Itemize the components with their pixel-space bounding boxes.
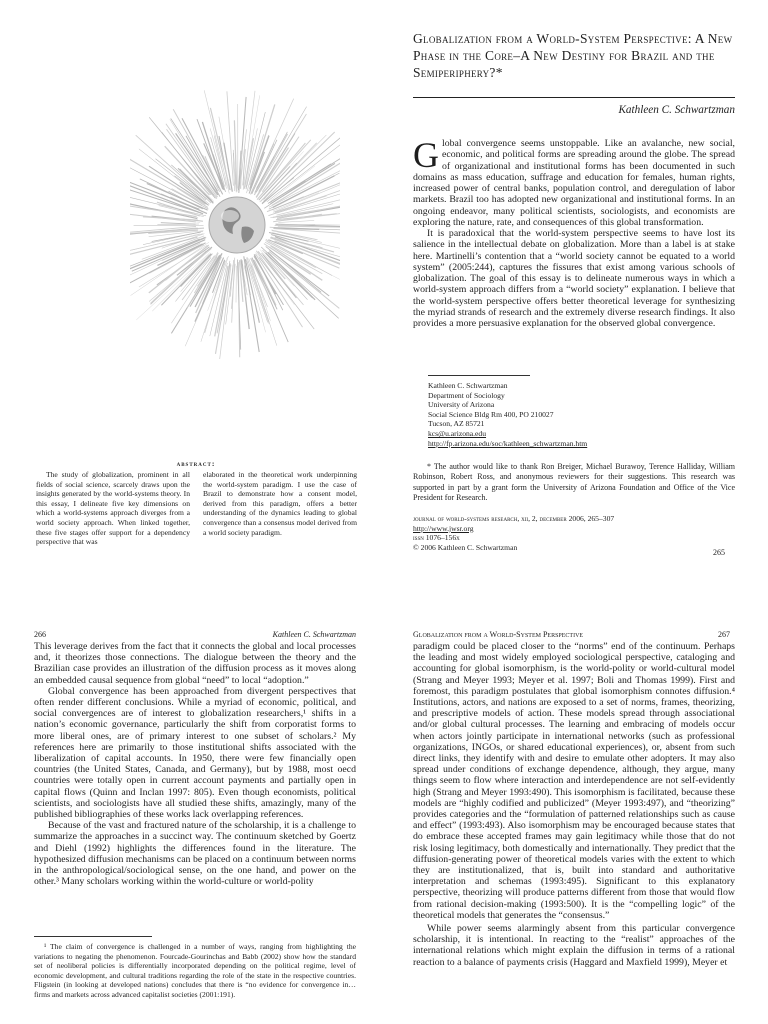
globe-sunburst-illustration: [130, 85, 340, 375]
page-267-body: [413, 641, 735, 968]
drop-cap: G: [413, 135, 439, 175]
globe-highlight: [221, 210, 239, 222]
page-number-265: 265: [713, 548, 725, 557]
article-title: Globalization from a World-System Perspective: A New Phase in the Core–A New Destiny for Brazil and the Semiperiphery?*: [413, 31, 733, 81]
p266-paragraph-3: Because of the vast and fractured nature of the scholarship, it is a challenge to summarize the approaches in a succinct way. The continuum sketched by Goertz and Diehl (1992) highlights the differences found in the literature. The hypothesized diffusion mechanisms can be placed on a continuum between norms in the anthropological/sociological sense, on the one hand, and power on the other.³ Many scholars working within the world-culture or world-polity: [34, 820, 356, 888]
p267-paragraph-2: While power seems alarmingly absent from this particular convergence scholarship, it is intentional. In reacting to the “realist” approaches of the international relations which might explain the diffusion in terms of a rational reaction to a balance of payments crisis (Haggard and Maxfield 1999), Meyer et: [413, 923, 735, 968]
sunburst-ray: [130, 184, 203, 214]
journal-info: [413, 514, 735, 552]
sunburst-ray: [195, 253, 222, 307]
sunburst-ray: [204, 90, 229, 193]
journal-citation: journal of world-systems research, xii, 2, december 2006, 265–307: [413, 514, 615, 523]
address-divider: [428, 375, 530, 376]
sunburst-ray: [227, 91, 234, 185]
page-number-266: 266: [34, 630, 46, 639]
address-univ: University of Arizona: [428, 400, 495, 410]
journal-issn: issn 1076–156x: [413, 533, 460, 543]
sunburst-ray: [136, 252, 210, 320]
author-homepage-link[interactable]: http://fp.arizona.edu/soc/kathleen_schwartzman.htm: [428, 438, 588, 448]
address-name: Kathleen C. Schwartzman: [428, 381, 508, 390]
abstract-heading: abstract:: [176, 459, 216, 468]
sunburst-ray: [132, 234, 200, 250]
sunburst-ray: [254, 260, 276, 305]
address-bldg: Social Science Bldg Rm 400, PO 210027: [428, 409, 554, 419]
page-266-body: [34, 641, 356, 887]
sunburst-ray: [253, 260, 277, 310]
sunburst-ray: [166, 124, 217, 198]
footnote-divider: [34, 936, 152, 937]
author-name: Kathleen C. Schwartzman: [618, 104, 735, 116]
author-address: [428, 381, 728, 448]
title-divider: [413, 97, 735, 98]
p267-paragraph-1: paradigm could be placed closer to the “norms” end of the continuum. Perhaps the leading and most widely employed sociological perspective, cataloging and accounting for global isomorphism, is the world-polity or world-cultural model (Strang and Meyer 1993; Meyer et al. 1997; Boli and Thomas 1999). First and foremost, this paradigm postulates that global isomorphism connotes diffusion.⁴ Institutions, actors, and nations are exposed to a set of norms, frames, theorizing, and prescriptive models of action. These models spread through associational and/or global cultural processes. The learning and embracing of models occur when actors jointly participate in international networks (such as professional organizations, INGOs, or shared educational experiences), or, absent from such direct links, they identify with and desire to emulate other adopters. It may also spread under conditions of exchange dependence, although, they argue, many things seem to flow where interaction and interdependence are not self-evidently high (Strang and Meyer 1993:490). This isomorphism is facilitated, because these models are “highly codified and publicized” (Meyer 1993:497), and “theorizing” provides categories and the “formulation of patterned relationships such as cause and effect” (1993:493). Also isomorphism may be encouraged because states that do embrace these accepted frames may gain legitimacy while those that do not risk losing legitimacy, both domestically and internationally. They predict that the diffusion-generating power of theoretical models varies with the extent to which they are institutionalized, that is, built into standard and authoritative interpretation and schemas (1993:495). Significant to this explanatory perspective, theorizing will produce patterns different from those that would flow from rational decision-making (1993:500). It is the “compelling logic” of the theoretical models that generates the “consensus.”: [413, 641, 735, 921]
article-intro: [413, 135, 735, 329]
address-dept: Department of Sociology: [428, 390, 505, 400]
sunburst-ray: [215, 266, 228, 337]
abstract-right-column: elaborated in the theoretical work underpinning the world-system paradigm. I use the case of Brazil to demonstrate how a consent model, derived from this paradigm, offers a better understanding of the dynamics leading to global convergence than a consensus model derived from a world society paradigm.: [203, 470, 357, 537]
running-head-266: Kathleen C. Schwartzman: [272, 630, 356, 639]
address-city: Tucson, AZ 85721: [428, 419, 485, 429]
p266-paragraph-1: This leverage derives from the fact that it connects the global and local processes and, it theorizes those connections. The dialogue between the theory and the Brazilian case provides an illustration of the diffusion process as it moves along an embedded causal sequence from global “need” to local “adoption.”: [34, 641, 356, 686]
sunburst-ray: [173, 109, 219, 192]
abstract-left-column: The study of globalization, prominent in all fields of social science, scarcely draws upon the insights generated by the world-systems theory. In this essay, I delineate five key dimensions on which a world-systems approach diverges from a world society approach. When linked together, these five stages offer support for a dependency perspective that was: [36, 470, 190, 547]
journal-url-link[interactable]: http://www.jwsr.org: [413, 523, 474, 533]
sunburst-ray: [251, 265, 277, 346]
running-head-267: Globalization from a World-System Perspective: [413, 630, 584, 639]
page-number-267: 267: [718, 630, 730, 639]
globe-icon: [209, 197, 265, 253]
intro-paragraph-2: It is paradoxical that the world-system perspective seems to have lost its salience in the intellectual debate on globalization. More than a label is at stake here. Martinelli’s contention that a “world society cannot be equated to a world system” (2005:244), captures the fissures that exist among various schools of globalization. The goal of this essay is to delineate numerous ways in which a world-system approach differs from a “world society” explanation. I believe that the world-system perspective offers better theoretical leverage for synthesizing the myriad strands of research and the extremely diverse research findings. It also provides a more persuasive explanation for the observed global convergence.: [413, 228, 735, 329]
p266-paragraph-2: Global convergence has been approached from divergent perspectives that often render different conclusions. While a myriad of economic, political, and social convergences are of interest to globalization researchers,¹ shifts in a nation’s economic governance, particularly the shift from corporatist forms to more liberal ones, are of primary interest to one subset of scholars.² My references here are primarily to those institutional shifts associated with the liberalization of capital accounts. In 1950, there were few financially open countries (the United States, Canada, and Germany), but by 1988, most oecd countries were totally open in current account payments and partially open in capital flows (Quinn and Inclan 1997: 805). Even though economists, political scientists, and sociologists have all studied these shifts, amazingly, many of the published bibliographies of these works lack overlapping references.: [34, 685, 356, 821]
footnote-1: ¹ The claim of convergence is challenged in a number of ways, ranging from highlighting the variations to negating the phenomenon. Fourcade-Gourinchas and Babb (2002) show how the standard set of neoliberal policies is differentially incorporated depending on the political regime, level of economic development, and cultural traditions regarding the role of the state in the respective countries. Fligstein (in looking at developed nations) concludes that there is “no evidence for convergence in…firms and markets across advanced capitalist societies (2001:191).: [34, 942, 356, 999]
author-email-link[interactable]: kcs@u.arizona.edu: [428, 428, 487, 438]
acknowledgement-note: * The author would like to thank Ron Breiger, Michael Burawoy, Terence Halliday, William Robinson, Robert Ross, and anonymous reviewers for their suggestions. This research was supported in part by a grant form the University of Arizona Foundation and Office of the Vice President for Research.: [413, 462, 735, 503]
journal-copyright: © 2006 Kathleen C. Schwartzman: [413, 542, 518, 552]
intro-paragraph-1-text: lobal convergence seems unstoppable. Like an avalanche, new social, economic, and political forms are spreading around the globe. The spread of organizational and institutional forms has been documented in such domains as mass education, suffrage and education for females, human rights, increased power of central banks, population control, and deregulation of labor markets. Brazil too has adopted new organizational and institutional forms. In an ongoing endeavor, many political scientists, sociologists, and economists are exploring the nature, rate, and consequences of this global transformation.: [413, 138, 735, 228]
sunburst-ray: [150, 251, 206, 304]
intro-paragraph-1: [413, 135, 735, 228]
